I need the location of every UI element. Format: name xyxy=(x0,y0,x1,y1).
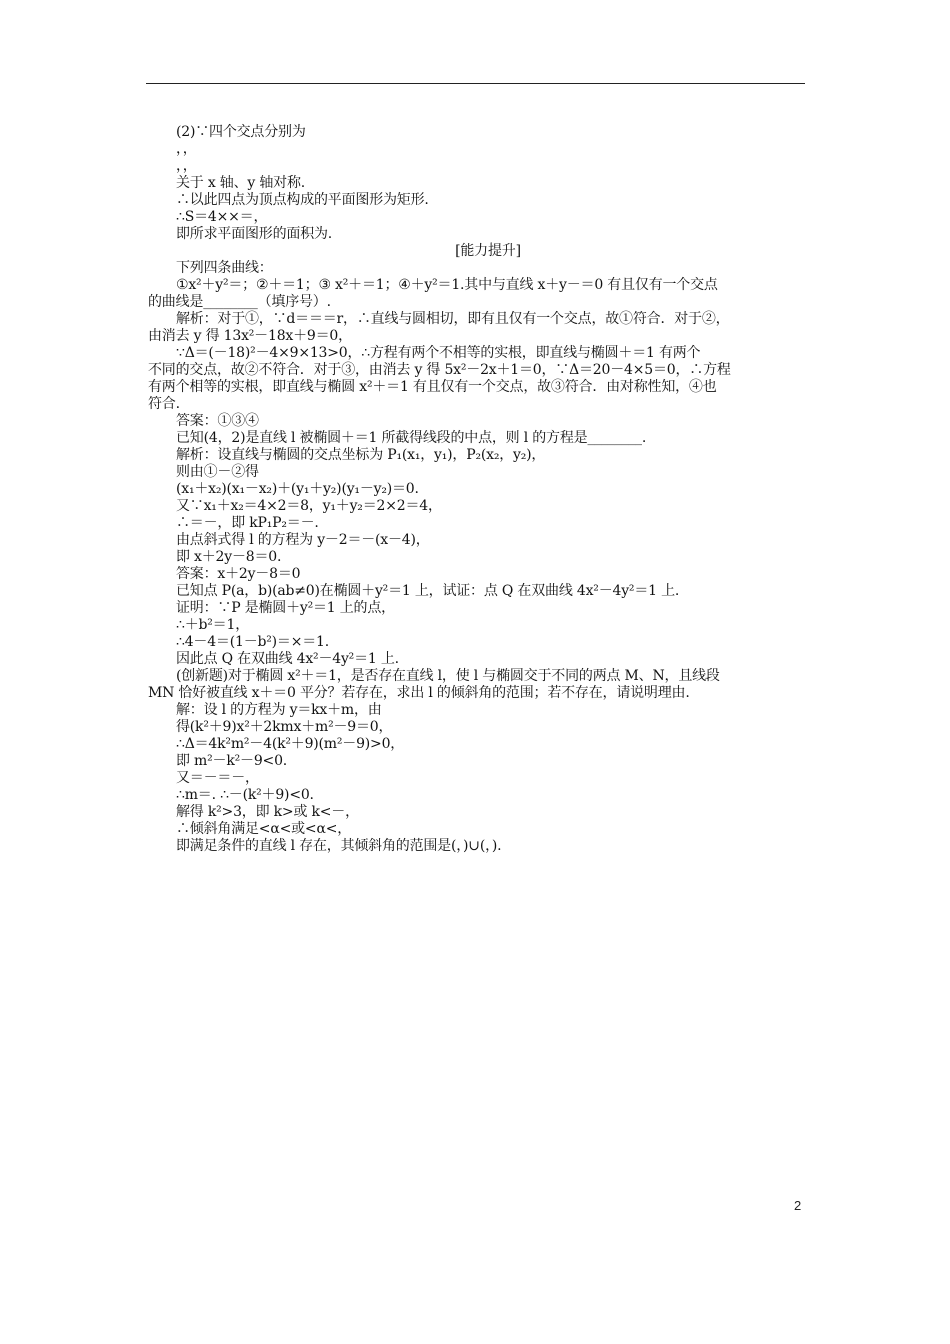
text-line: ∴＋b²＝1， xyxy=(176,617,249,633)
text-line: ∴＝－，即 kP₁P₂＝－. xyxy=(176,515,319,531)
text-line: MN 恰好被直线 x＋＝0 平分？若存在，求出 l 的倾斜角的范围；若不存在，请说明理由. xyxy=(148,685,690,701)
text-line: (2)∵四个交点分别为 xyxy=(176,124,306,140)
text-line: ∵Δ＝(－18)²－4×9×13>0，∴方程有两个不相等的实根，即直线与椭圆＋＝1 有两个 xyxy=(176,345,701,361)
text-line: 解析：对于①，∵d＝＝＝r，∴直线与圆相切，即有且仅有一个交点，故①符合．对于②， xyxy=(176,311,730,327)
text-line: 已知(4，2)是直线 l 被椭圆＋＝1 所截得线段的中点，则 l 的方程是________. xyxy=(176,430,647,446)
text-line: 得(k²＋9)x²＋2kmx＋m²－9＝0， xyxy=(176,719,393,735)
text-line: 解：设 l 的方程为 y＝kx＋m，由 xyxy=(176,702,382,718)
text-line: 答案：①③④ xyxy=(176,413,259,429)
text-line: 解得 k²>3，即 k>或 k<－， xyxy=(176,804,359,820)
text-line: ∴4－4＝(1－b²)＝×＝1. xyxy=(176,634,330,650)
text-line: ∴S＝4××＝， xyxy=(176,209,268,225)
text-line: 答案：x＋2y－8＝0 xyxy=(176,566,301,582)
text-line: 即 m²－k²－9<0. xyxy=(176,753,288,769)
text-line: ，， xyxy=(176,141,197,157)
text-line: 不同的交点，故②不符合．对于③，由消去 y 得 5x²－2x＋1＝0，∵Δ＝20－4×5＝0，∴方程 xyxy=(148,362,731,378)
header-rule xyxy=(146,83,805,84)
text-line: 下列四条曲线： xyxy=(176,260,273,276)
text-line: ∴以此四点为顶点构成的平面图形为矩形. xyxy=(176,192,429,208)
text-line: ∴Δ＝4k²m²－4(k²＋9)(m²－9)>0， xyxy=(176,736,405,752)
text-line: 由消去 y 得 13x²－18x＋9＝0， xyxy=(148,328,352,344)
text-line: 符合. xyxy=(148,396,180,412)
text-line: (创新题)对于椭圆 x²＋＝1，是否存在直线 l，使 l 与椭圆交于不同的两点 M、N，且线段 xyxy=(176,668,720,684)
text-line: 的曲线是________（填序号）. xyxy=(148,294,331,310)
text-line: 已知点 P(a，b)(ab≠0)在椭圆＋y²＝1 上，试证：点 Q 在双曲线 4x²－4y²＝1 上. xyxy=(176,583,680,599)
text-line: ①x²＋y²＝；②＋＝1；③ x²＋＝1；④＋y²＝1.其中与直线 x＋y－＝0 有且仅有一个交点 xyxy=(176,277,718,293)
text-line: 由点斜式得 l 的方程为 y－2＝－(x－4)， xyxy=(176,532,430,548)
page-number: 2 xyxy=(794,1198,802,1213)
text-line: 即 x＋2y－8＝0. xyxy=(176,549,282,565)
text-line: 又∵x₁＋x₂＝4×2＝8，y₁＋y₂＝2×2＝4， xyxy=(176,498,442,514)
section-heading: [能力提升] xyxy=(455,243,521,259)
text-line: 有两个相等的实根，即直线与椭圆 x²＋＝1 有且仅有一个交点，故③符合．由对称性知，④也 xyxy=(148,379,717,395)
text-line: 又＝－＝－， xyxy=(176,770,259,786)
text-line: 即满足条件的直线 l 存在，其倾斜角的范围是(，)∪(，). xyxy=(176,838,502,854)
text-line: ∴m＝. ∴－(k²＋9)<0. xyxy=(176,787,314,803)
text-line: 解析：设直线与椭圆的交点坐标为 P₁(x₁，y₁)，P₂(x₂，y₂)， xyxy=(176,447,546,463)
text-line: ∴倾斜角满足<α<或<α<， xyxy=(176,821,352,837)
text-line: 则由①－②得 xyxy=(176,464,259,480)
text-line: 关于 x 轴、y 轴对称. xyxy=(176,175,306,191)
text-line: 证明：∵P 是椭圆＋y²＝1 上的点， xyxy=(176,600,395,616)
document-body xyxy=(148,124,808,855)
text-line: ，， xyxy=(176,158,197,174)
text-line: 即所求平面图形的面积为. xyxy=(176,226,333,242)
text-line: 因此点 Q 在双曲线 4x²－4y²＝1 上. xyxy=(176,651,399,667)
text-line: (x₁＋x₂)(x₁－x₂)＋(y₁＋y₂)(y₁－y₂)＝0. xyxy=(176,481,419,497)
